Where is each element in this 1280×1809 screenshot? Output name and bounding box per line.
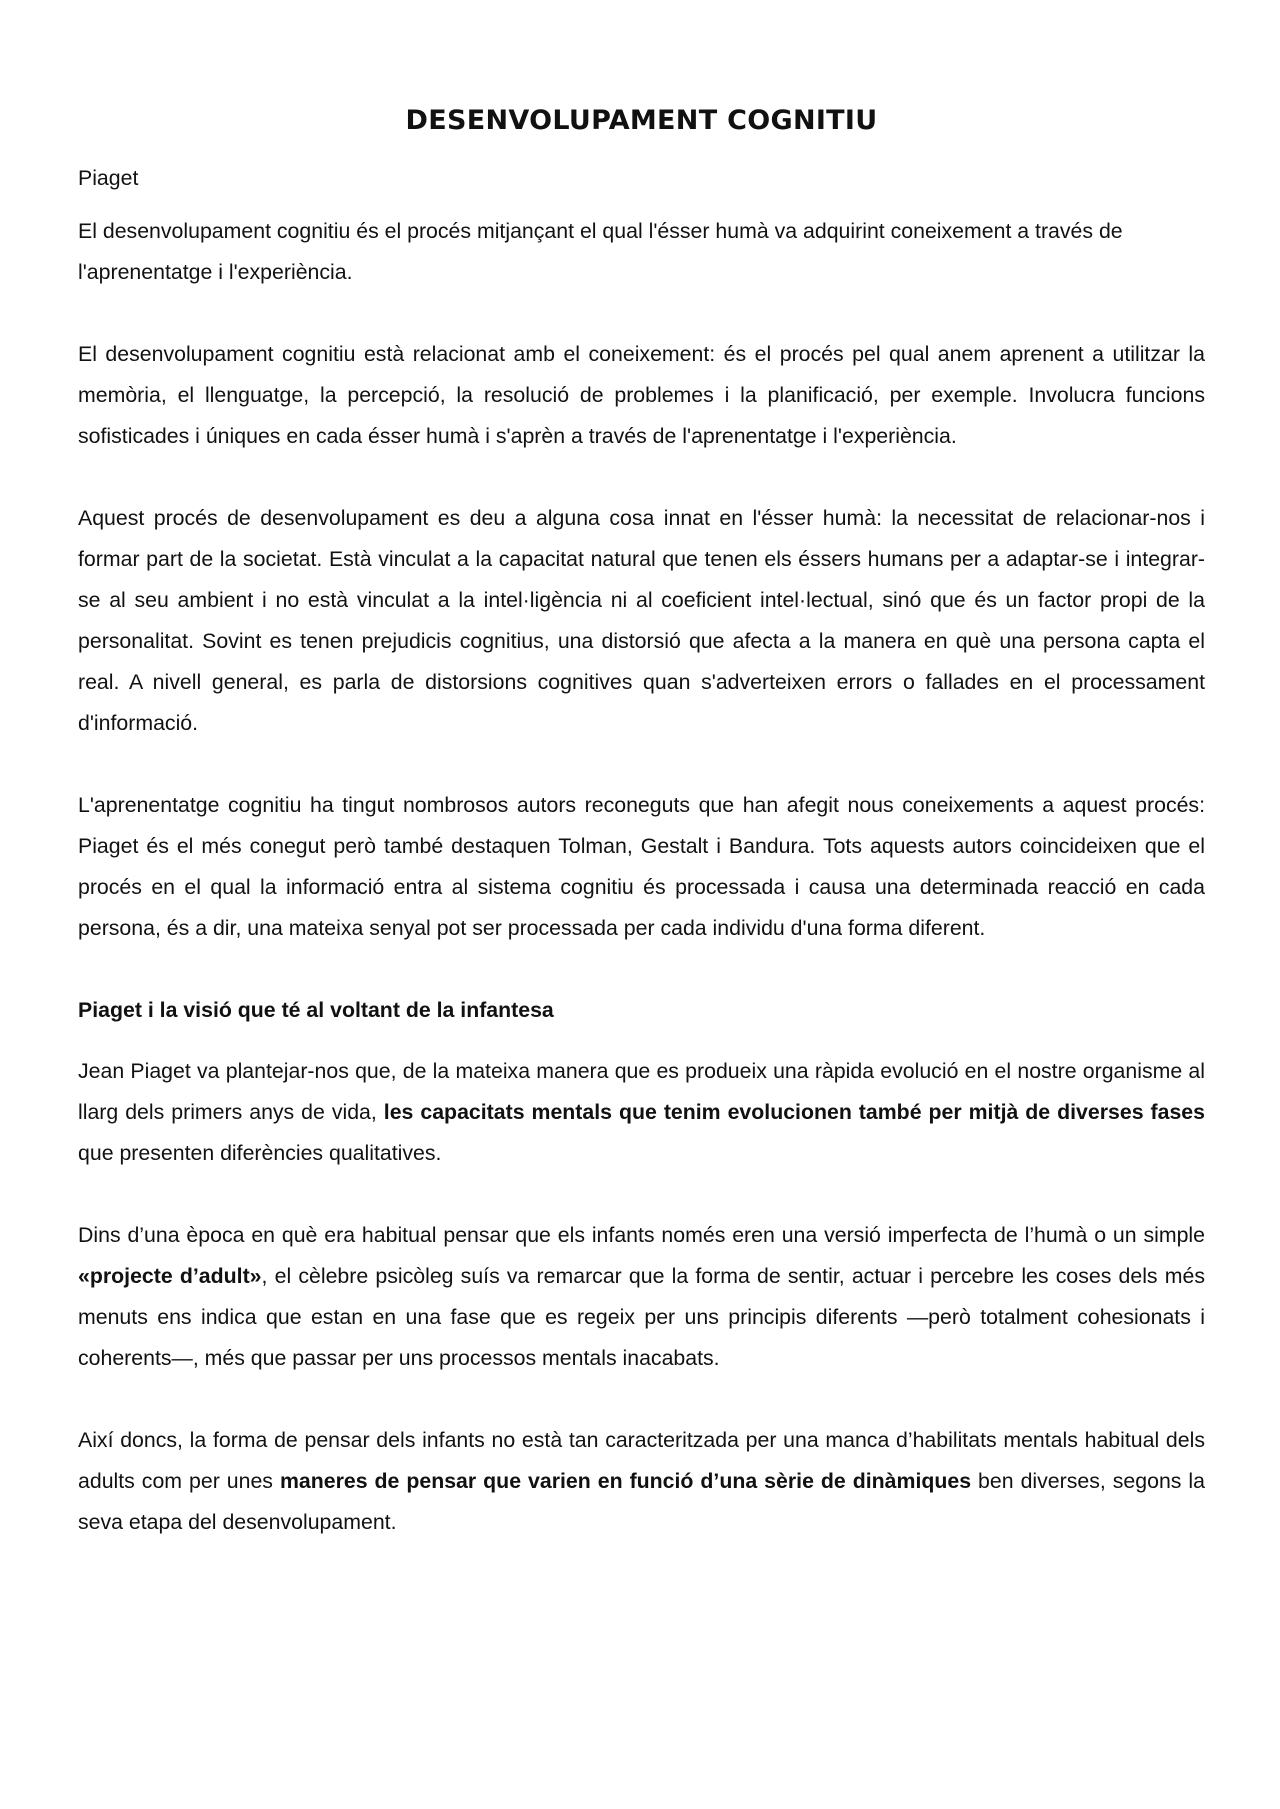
section-heading: Piaget i la visió que té al voltant de la infantesa [78,998,554,1022]
document-subtitle: Piaget [78,166,139,190]
document-title: DESENVOLUPAMENT COGNITIU [405,105,878,136]
paragraph-6-bold: «projecte d’adult» [78,1264,262,1288]
paragraph-6-text-a: Dins d’una època en què era habitual pensar que els infants només eren una versió imperfecta de l’humà o un simple [78,1223,1205,1247]
paragraph-3: Aquest procés de desenvolupament es deu a alguna cosa innat en l'ésser humà: la necessitat de relacionar-nos i formar part de la societat. Està vinculat a la capacitat natural que tenen els éssers humans per a adaptar-se i integrar-se al seu ambient i no està vinculat a la intel·ligència ni al coeficient intel·lectual, sinó que és un factor propi de la personalitat. Sovint es tenen prejudicis cognitius, una distorsió que afecta a la manera en què una persona capta el real. A nivell general, es parla de distorsions cognitives quan s'adverteixen errors o fallades en el processament d'informació. [78,506,1205,735]
document-page [78,105,1205,1584]
paragraph-1: El desenvolupament cognitiu és el procés mitjançant el qual l'ésser humà va adquirint coneixement a través de l'aprenentatge i l'experiència. [78,219,1123,284]
paragraph-5-bold: les capacitats mentals que tenim evolucionen també per mitjà de diverses fases [383,1100,1205,1124]
paragraph-5 [78,1051,1205,1174]
paragraph-6 [78,1215,1205,1379]
paragraph-7-text-a: Així doncs, la forma de pensar dels infants no està tan caracteritzada per una manca d’habilitats mentals habitual dels adults com per unes [78,1428,1205,1493]
paragraph-5-text-c: que presenten diferències qualitatives. [78,1141,442,1165]
paragraph-2: El desenvolupament cognitiu està relacionat amb el coneixement: és el procés pel qual anem aprenent a utilitzar la memòria, el llenguatge, la percepció, la resolució de problemes i la planificació, per exemple. Involucra funcions sofisticades i úniques en cada ésser humà i s'aprèn a través de l'aprenentatge i l'experiència. [78,342,1205,448]
paragraph-6-text-c: , el cèlebre psicòleg suís va remarcar que la forma de sentir, actuar i percebre les coses dels més menuts ens indica que estan en una fase que es regeix per uns principis diferents —però totalment cohesionats i coherents—, més que passar per uns processos mentals inacabats. [78,1264,1205,1370]
paragraph-5-text-a: Jean Piaget va plantejar-nos que, de la mateixa manera que es produeix una ràpida evolució en el nostre organisme al llarg dels primers anys de vida, [78,1059,1205,1124]
paragraph-4: L'aprenentatge cognitiu ha tingut nombrosos autors reconeguts que han afegit nous coneixements a aquest procés: Piaget és el més conegut però també destaquen Tolman, Gestalt i Bandura. Tots aquests autors coincideixen que el procés en el qual la informació entra al sistema cognitiu és processada i causa una determinada reacció en cada persona, és a dir, una mateixa senyal pot ser processada per cada individu d'una forma diferent. [78,793,1205,940]
paragraph-7-bold: maneres de pensar que varien en funció d’una sèrie de dinàmiques [279,1469,972,1493]
paragraph-7 [78,1420,1205,1543]
paragraph-7-text-c: ben diverses, segons la seva etapa del desenvolupament. [78,1469,1205,1534]
document-body [78,158,1205,1543]
